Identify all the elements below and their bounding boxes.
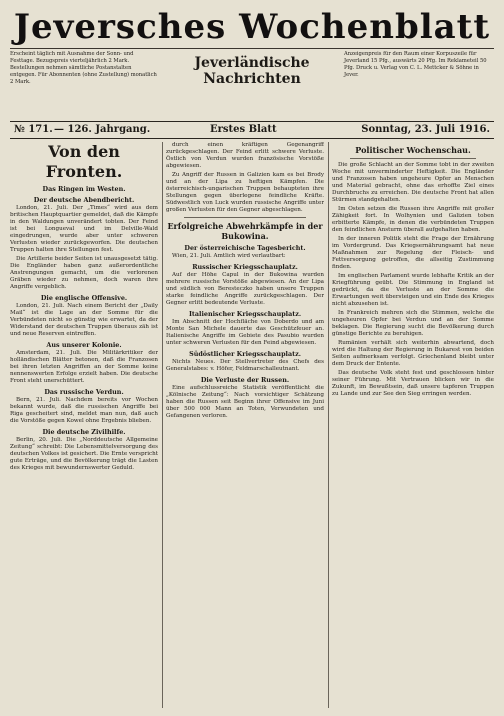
edition-label: Erstes Blatt <box>210 124 277 135</box>
headline-fronts: Von den Fronten. <box>45 142 123 181</box>
article-paragraph: In der inneren Politik steht die Frage der Ernährung im Vordergrund. Das Kriegsernährungsamt hat neue Maßnahmen zur Regelung der Fleisch- und Fettversorgung getroffen, die allseitig Zustimmung finden. <box>332 236 494 270</box>
column-3 <box>332 142 494 708</box>
article-paragraph: Das deutsche Volk steht fest und geschlossen hinter seiner Führung. Mit Vertrauen blicken wir in die Zukunft, im Bewußtsein, daß unsere tapferen Truppen zu Lande und zur See den Sieg erringen werden. <box>332 370 494 397</box>
article-paragraph: Die große Schlacht an der Somme tobt in der zweiten Woche mit unverminderter Heftigkeit. Die Engländer und Franzosen haben ungeheure Opfer an Menschen und Material gebracht, ohne das erhoffte Ziel eines Durchbruchs zu erreichen. Die deutsche Front hat allen Stürmen standgehalten. <box>332 162 494 203</box>
issue-number: № 171. <box>14 124 53 135</box>
column-1 <box>10 142 158 708</box>
subhead: Die deutsche Zivilhilfe. <box>42 428 126 436</box>
article-paragraph: Im Abschnitt der Hochfläche von Doberdo und am Monte San Michele dauerte das Geschützfeuer an. Italienische Angriffe im Gebiete des Pasubio wurden unter schweren Verlusten für den Feind abgewiesen. <box>166 319 324 346</box>
column-2 <box>166 142 324 708</box>
subhead: Südöstlicher Kriegsschauplatz. <box>189 350 301 358</box>
article-paragraph: Eine aufschlussreiche Statistik veröffentlicht die „Kölnische Zeitung“: Nach vorsichtiger Schätzung haben die Russen seit Beginn ihrer Offensive im Juni über 500 000 Mann an Toten, Verwundeten und Gefangenen verloren. <box>166 385 324 419</box>
subscription-info: Erscheint täglich mit Ausnahme der Sonn- und Festtage. Bezugspreis vierteljährlich 2 Mark. Bestellungen nehmen sämtliche Postanstalten entgegen. Für Abonnenten (ohne Zustellung) monatlich 2 Mark. <box>10 51 157 85</box>
subhead: Der österreichische Tagesbericht. <box>184 244 306 252</box>
article-paragraph: Im englischen Parlament wurde lebhafte Kritik an der Kriegführung geübt. Die Stimmung in England ist gedrückt, da die Verluste an der Somme die Erwartungen weit übersteigen und ein Ende des Krieges nicht abzusehen ist. <box>332 273 494 307</box>
article-paragraph: Bern, 21. Juli. Nachdem bereits vor Wochen bekannt wurde, daß die russischen Angriffe bei Riga gescheitert sind, meldet man nun, daß auch die Vorstöße gegen Kowel ohne Ergebnis blieben. <box>10 397 158 424</box>
article-paragraph: London, 21. Juli. Der „Times“ wird aus dem britischen Hauptquartier gemeldet, daß die Kämpfe in den Waldungen unverändert tobten. Der Feind ist bei Longueval und im Delville-Wald eingedrungen, wurde aber unter schweren Verlusten wieder zurückgeworfen. Die deutschen Truppen halten ihre Stellungen fest. <box>10 205 158 253</box>
article-paragraph: Amsterdam, 21. Juli. Die Militärkritiker der holländischen Blätter betonen, daß die Franzosen bei ihren letzten Angriffen an der Somme keine nennenswerten Erfolge erzielt haben. Die deutsche Front steht unerschüttert. <box>10 350 158 384</box>
subhead: Die englische Offensive. <box>40 294 128 302</box>
article-paragraph: Auf der Höhe Capul in der Bukowina wurden mehrere russische Vorstöße abgewiesen. An der Lipa und südlich von Beresteczko haben unsere Truppen starke feindliche Angriffe zurückgeschlagen. Der Gegner erlitt bedeutende Verluste. <box>166 272 324 306</box>
subhead: Die Verluste der Russen. <box>200 376 290 384</box>
subhead: Der deutsche Abendbericht. <box>33 196 135 204</box>
volume-year: — 126. Jahrgang. <box>54 124 151 135</box>
masthead-subrow <box>10 48 494 117</box>
article-paragraph: Im Osten setzen die Russen ihre Angriffe mit großer Zähigkeit fort. In Wolhynien und Galizien toben erbitterte Kämpfe, in denen die verbündeten Truppen den feindlichen Ansturm überall aufgehalten haben. <box>332 206 494 233</box>
article-paragraph: Zu Angriff der Russen in Galizien kam es bei Brody und an der Lipa zu heftigen Kämpfen. Die österreichisch-ungarischen Truppen behaupteten ihre Stellungen gegen überlegene feindliche Kräfte. Südwestlich von Luck wurden russische Angriffe unter großen Verlusten für den Gegner abgeschlagen. <box>166 172 324 213</box>
headline-politics: Politischer Wochenschau. <box>355 145 471 155</box>
article-paragraph: Wien, 21. Juli. Amtlich wird verlautbart: <box>172 253 286 259</box>
article-paragraph: Berlin, 20. Juli. Die „Norddeutsche Allgemeine Zeitung“ schreibt: Die Lebensmittelversorgung des deutschen Volkes ist gesichert. Die Ernte verspricht gute Erträge, und die Bevölkerung trägt die Lasten des Krieges mit bewundernswerter Geduld. <box>10 437 158 471</box>
section-rule <box>350 158 476 159</box>
section-rule <box>184 217 306 218</box>
dateline-bar <box>10 121 494 139</box>
subhead: Das Ringen im Westen. <box>42 185 126 193</box>
headline-bukowina: Erfolgreiche Abwehrkämpfe in der Bukowina. <box>167 221 323 241</box>
article-paragraph: London, 21. Juli. Nach einem Bericht der „Daily Mail“ ist die Lage an der Somme für die Verbündeten nicht so günstig wie erwartet, da der Widerstand der deutschen Truppen überaus zäh ist und neue Reserven eintreffen. <box>10 303 158 337</box>
article-paragraph: Nichts Neues. Der Stellvertreter des Chefs des Generalstabes: v. Höfer, Feldmarschalleutnant. <box>166 359 324 372</box>
subhead: Aus unserer Kolonie. <box>46 341 122 349</box>
advertising-info: Anzeigenpreis für den Raum einer Korpuszeile für Jeverland 15 Pfg., auswärts 20 Pfg. Im Reklameteil 50 Pfg. Druck u. Verlag von C. L. Mettcker & Söhne in Jever. <box>344 51 487 78</box>
article-paragraph: durch einen kräftigen Gegenangriff zurückgeschlagen. Der Feind erlitt schwere Verluste. Östlich von Verdun wurden französische Vorstöße abgewiesen. <box>166 142 324 169</box>
masthead-title: Jeversches Wochenblatt <box>13 7 491 47</box>
column-divider <box>162 142 163 708</box>
article-paragraph: Rumänien verhält sich weiterhin abwartend, doch wird die Haltung der Regierung in Bukarest von beiden Seiten aufmerksam verfolgt. Griechenland bleibt unter dem Druck der Entente. <box>332 340 494 367</box>
issue-date: Sonntag, 23. Juli 1916. <box>361 124 490 135</box>
subhead: Italienischer Kriegsschauplatz. <box>188 310 302 318</box>
subhead: Russischer Kriegsschauplatz. <box>192 263 298 271</box>
column-divider <box>328 142 329 708</box>
masthead-subtitle: Jeverländische Nachrichten <box>194 55 310 87</box>
subhead: Das russische Verdun. <box>44 388 124 396</box>
article-paragraph: Die Artillerie beider Seiten ist unausgesetzt tätig. Die Engländer haben ganz außerordentliche Anstrengungen gemacht, um die verlorenen Gräben wieder zu nehmen, doch waren ihre Angriffe vergeblich. <box>10 256 158 290</box>
article-paragraph: In Frankreich mehren sich die Stimmen, welche die ungeheuren Opfer bei Verdun und an der Somme beklagen. Die Regierung sucht die Bevölkerung durch günstige Berichte zu beruhigen. <box>332 310 494 337</box>
